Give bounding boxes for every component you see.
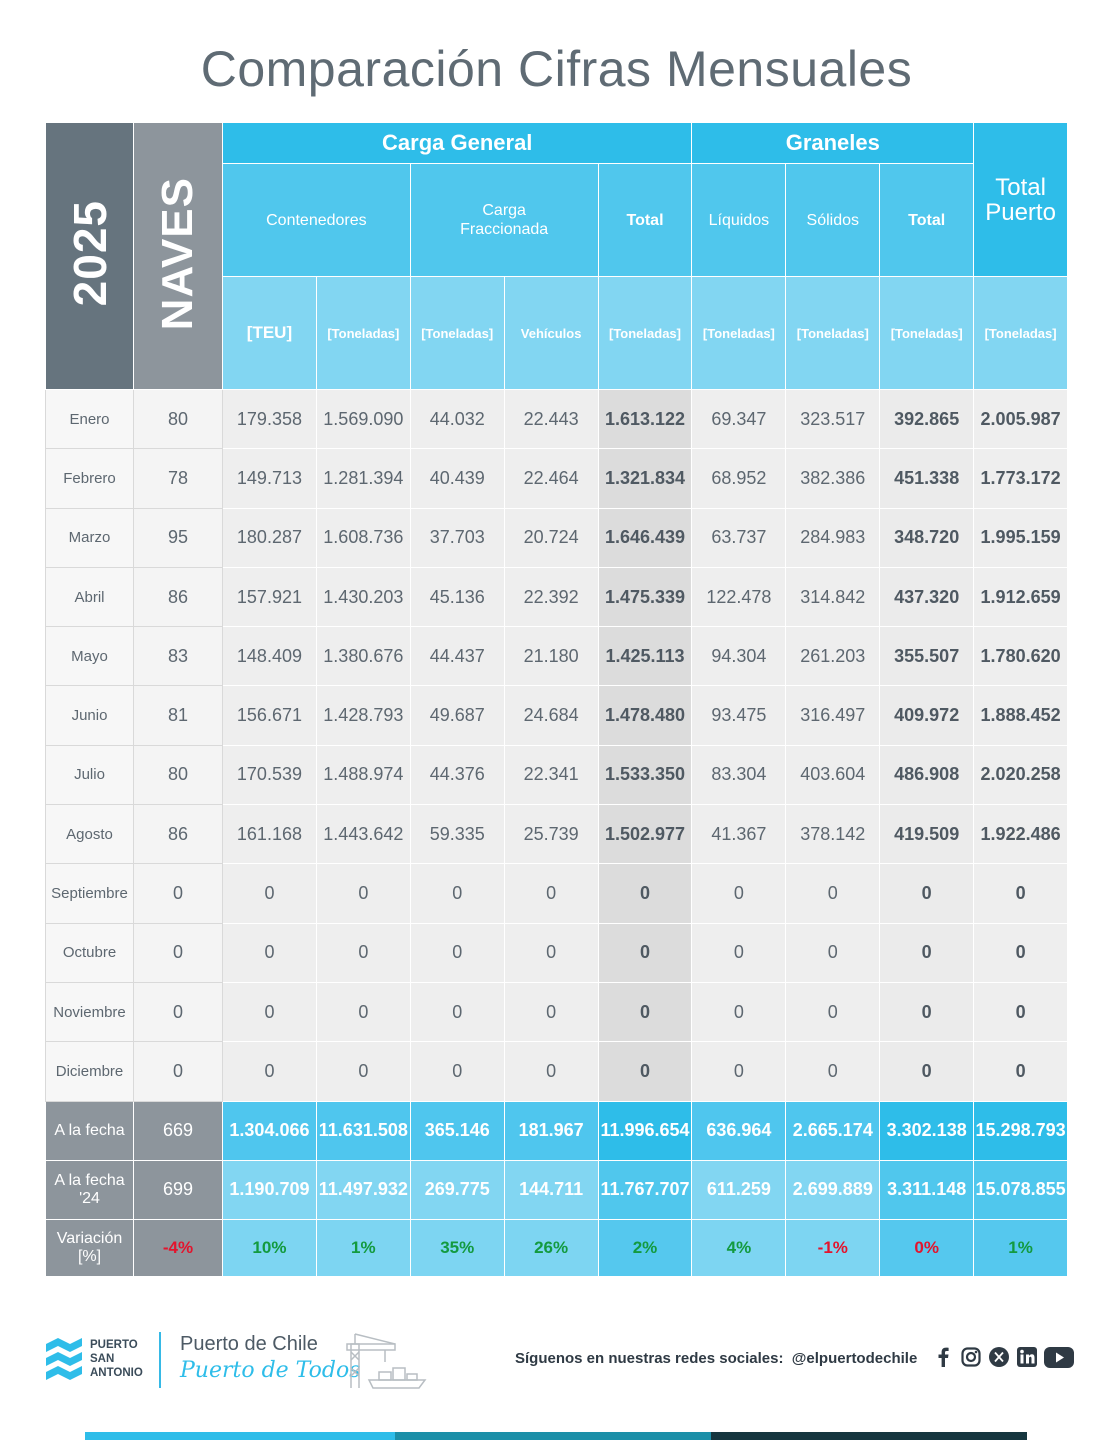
value-cell: 0: [692, 864, 786, 923]
liquidos-header: Líquidos: [692, 164, 786, 277]
summary-value-cell: 269.775: [410, 1160, 504, 1219]
total-puerto-header: Total Puerto: [974, 123, 1068, 277]
puerto-san-antonio-logo: [44, 1334, 84, 1382]
table-row: [46, 627, 1068, 686]
value-cell: 0: [786, 864, 880, 923]
value-cell: 0: [598, 864, 692, 923]
graneles-header: Graneles: [692, 123, 974, 164]
variacion-cell: 0%: [880, 1219, 974, 1276]
value-cell: 1.502.977: [598, 805, 692, 864]
value-cell: 1.646.439: [598, 508, 692, 567]
value-cell: 284.983: [786, 508, 880, 567]
month-label: Octubre: [46, 923, 134, 982]
value-cell: 0: [410, 923, 504, 982]
value-cell: 0: [504, 923, 598, 982]
puerto-de-todos-tagline: Puerto de Todos: [180, 1358, 361, 1383]
value-cell: 0: [692, 1042, 786, 1101]
psa-wordmark: PUERTO SAN ANTONIO: [90, 1339, 143, 1379]
variacion-cell: 35%: [410, 1219, 504, 1276]
value-cell: 179.358: [223, 390, 317, 449]
puerto-de-chile-title: Puerto de Chile: [180, 1333, 318, 1355]
value-cell: 1.488.974: [316, 745, 410, 804]
value-cell: 0: [880, 923, 974, 982]
value-cell: 316.497: [786, 686, 880, 745]
value-cell: 2.005.987: [974, 390, 1068, 449]
value-cell: 392.865: [880, 390, 974, 449]
value-cell: 0: [316, 982, 410, 1041]
naves-cell: 80: [134, 390, 223, 449]
value-cell: 22.341: [504, 745, 598, 804]
value-cell: 1.888.452: [974, 686, 1068, 745]
value-cell: 24.684: [504, 686, 598, 745]
unit-header: [Toneladas]: [316, 277, 410, 390]
naves-cell: 86: [134, 805, 223, 864]
value-cell: 0: [410, 1042, 504, 1101]
footer: [0, 1320, 1113, 1400]
page-title: Comparación Cifras Mensuales: [200, 41, 913, 97]
unit-header: [Toneladas]: [786, 277, 880, 390]
value-cell: 157.921: [223, 567, 317, 626]
monthly-table: [45, 122, 1068, 1277]
value-cell: 261.203: [786, 627, 880, 686]
x-icon[interactable]: [988, 1346, 1010, 1368]
value-cell: 0: [786, 1042, 880, 1101]
value-cell: 45.136: [410, 567, 504, 626]
value-cell: 37.703: [410, 508, 504, 567]
value-cell: 1.533.350: [598, 745, 692, 804]
value-cell: 1.380.676: [316, 627, 410, 686]
naves-cell: 0: [134, 864, 223, 923]
value-cell: 0: [880, 1042, 974, 1101]
value-cell: 0: [223, 1042, 317, 1101]
variacion-label: Variación [%]: [46, 1219, 134, 1276]
summary-value-cell: 1.304.066: [223, 1101, 317, 1160]
contenedores-header: Contenedores: [223, 164, 411, 277]
naves-cell: 86: [134, 567, 223, 626]
table-row: [46, 567, 1068, 626]
value-cell: 403.604: [786, 745, 880, 804]
value-cell: 149.713: [223, 449, 317, 508]
variacion-cell: 1%: [974, 1219, 1068, 1276]
month-label: Marzo: [46, 508, 134, 567]
naves-cell: 669: [134, 1101, 223, 1160]
summary-value-cell: 1.190.709: [223, 1160, 317, 1219]
value-cell: 2.020.258: [974, 745, 1068, 804]
value-cell: 486.908: [880, 745, 974, 804]
variacion-cell: 26%: [504, 1219, 598, 1276]
value-cell: 94.304: [692, 627, 786, 686]
value-cell: 0: [223, 982, 317, 1041]
month-label: Junio: [46, 686, 134, 745]
value-cell: 20.724: [504, 508, 598, 567]
value-cell: 69.347: [692, 390, 786, 449]
value-cell: 314.842: [786, 567, 880, 626]
summary-label: A la fecha: [46, 1101, 134, 1160]
value-cell: 68.952: [692, 449, 786, 508]
naves-cell: 83: [134, 627, 223, 686]
value-cell: 0: [223, 864, 317, 923]
table-row: [46, 1042, 1068, 1101]
value-cell: 1.478.480: [598, 686, 692, 745]
social-handle[interactable]: @elpuertodechile: [791, 1350, 918, 1367]
month-label: Mayo: [46, 627, 134, 686]
footer-bar-teal: [395, 1432, 711, 1440]
table-row: [46, 508, 1068, 567]
value-cell: 0: [410, 864, 504, 923]
variacion-cell: -1%: [786, 1219, 880, 1276]
naves-cell: 0: [134, 1042, 223, 1101]
value-cell: 22.443: [504, 390, 598, 449]
naves-cell: 80: [134, 745, 223, 804]
value-cell: 40.439: [410, 449, 504, 508]
month-label: Agosto: [46, 805, 134, 864]
value-cell: 1.475.339: [598, 567, 692, 626]
value-cell: 1.281.394: [316, 449, 410, 508]
value-cell: 83.304: [692, 745, 786, 804]
variacion-cell: 2%: [598, 1219, 692, 1276]
table-row: [46, 805, 1068, 864]
month-label: Enero: [46, 390, 134, 449]
summary-value-cell: 11.631.508: [316, 1101, 410, 1160]
social-icons: [932, 1346, 1074, 1368]
value-cell: 1.443.642: [316, 805, 410, 864]
month-label: Noviembre: [46, 982, 134, 1041]
carga-fraccionada-header: Carga Fraccionada: [410, 164, 598, 277]
value-cell: 0: [880, 982, 974, 1041]
variacion-row: [46, 1219, 1068, 1276]
variacion-naves-cell: -4%: [134, 1219, 223, 1276]
summary-label: A la fecha '24: [46, 1160, 134, 1219]
value-cell: 0: [410, 982, 504, 1041]
unit-header: [TEU]: [223, 277, 317, 390]
unit-header: [Toneladas]: [974, 277, 1068, 390]
value-cell: 0: [598, 923, 692, 982]
value-cell: 180.287: [223, 508, 317, 567]
value-cell: 161.168: [223, 805, 317, 864]
value-cell: 0: [974, 982, 1068, 1041]
value-cell: 323.517: [786, 390, 880, 449]
value-cell: 1.425.113: [598, 627, 692, 686]
variacion-cell: 4%: [692, 1219, 786, 1276]
summary-value-cell: 636.964: [692, 1101, 786, 1160]
value-cell: 59.335: [410, 805, 504, 864]
unit-header: [Toneladas]: [880, 277, 974, 390]
summary-value-cell: 3.311.148: [880, 1160, 974, 1219]
value-cell: 1.569.090: [316, 390, 410, 449]
value-cell: 156.671: [223, 686, 317, 745]
value-cell: 0: [598, 982, 692, 1041]
naves-cell: 95: [134, 508, 223, 567]
value-cell: 0: [880, 864, 974, 923]
value-cell: 0: [786, 923, 880, 982]
value-cell: 0: [974, 923, 1068, 982]
summary-value-cell: 15.078.855: [974, 1160, 1068, 1219]
value-cell: 0: [974, 864, 1068, 923]
year-header: 2025: [46, 123, 134, 390]
value-cell: 44.032: [410, 390, 504, 449]
value-cell: 22.392: [504, 567, 598, 626]
value-cell: 0: [504, 864, 598, 923]
social-cta: Síguenos en nuestras redes sociales: @elpuertodechile: [515, 1350, 918, 1367]
unit-header: Vehículos: [504, 277, 598, 390]
value-cell: 41.367: [692, 805, 786, 864]
value-cell: 0: [223, 923, 317, 982]
value-cell: 1.995.159: [974, 508, 1068, 567]
summary-value-cell: 365.146: [410, 1101, 504, 1160]
value-cell: 0: [692, 982, 786, 1041]
value-cell: 22.464: [504, 449, 598, 508]
summary-value-cell: 2.665.174: [786, 1101, 880, 1160]
summary-value-cell: 3.302.138: [880, 1101, 974, 1160]
summary-value-cell: 11.767.707: [598, 1160, 692, 1219]
summary-value-cell: 181.967: [504, 1101, 598, 1160]
value-cell: 1.922.486: [974, 805, 1068, 864]
table-row: [46, 449, 1068, 508]
footer-bar-blue: [85, 1432, 395, 1440]
summary-value-cell: 15.298.793: [974, 1101, 1068, 1160]
value-cell: 148.409: [223, 627, 317, 686]
value-cell: 419.509: [880, 805, 974, 864]
value-cell: 1.912.659: [974, 567, 1068, 626]
value-cell: 355.507: [880, 627, 974, 686]
value-cell: 0: [598, 1042, 692, 1101]
value-cell: 1.321.834: [598, 449, 692, 508]
value-cell: 44.437: [410, 627, 504, 686]
value-cell: 0: [316, 864, 410, 923]
value-cell: 382.386: [786, 449, 880, 508]
value-cell: 451.338: [880, 449, 974, 508]
unit-header: [Toneladas]: [410, 277, 504, 390]
value-cell: 1.608.736: [316, 508, 410, 567]
value-cell: 44.376: [410, 745, 504, 804]
total-graneles-header: Total: [880, 164, 974, 277]
unit-header: [Toneladas]: [692, 277, 786, 390]
value-cell: 0: [974, 1042, 1068, 1101]
value-cell: 21.180: [504, 627, 598, 686]
value-cell: 1.430.203: [316, 567, 410, 626]
value-cell: 1.773.172: [974, 449, 1068, 508]
variacion-cell: 1%: [316, 1219, 410, 1276]
value-cell: 348.720: [880, 508, 974, 567]
value-cell: 93.475: [692, 686, 786, 745]
table-row: [46, 923, 1068, 982]
table-row: [46, 390, 1068, 449]
summary-value-cell: 11.497.932: [316, 1160, 410, 1219]
table-row: [46, 864, 1068, 923]
a-la-fecha-24-row: [46, 1160, 1068, 1219]
table-row: [46, 745, 1068, 804]
value-cell: 0: [692, 923, 786, 982]
port-crane-icon: [345, 1330, 429, 1390]
value-cell: 378.142: [786, 805, 880, 864]
table-row: [46, 982, 1068, 1041]
instagram-icon[interactable]: [960, 1346, 982, 1368]
linkedin-icon[interactable]: [1016, 1346, 1038, 1368]
variacion-cell: 10%: [223, 1219, 317, 1276]
value-cell: 0: [316, 1042, 410, 1101]
carga-general-header: Carga General: [223, 123, 692, 164]
summary-value-cell: 11.996.654: [598, 1101, 692, 1160]
naves-header: NAVES: [134, 123, 223, 390]
month-label: Febrero: [46, 449, 134, 508]
value-cell: 0: [316, 923, 410, 982]
month-label: Diciembre: [46, 1042, 134, 1101]
naves-cell: 78: [134, 449, 223, 508]
value-cell: 1.428.793: [316, 686, 410, 745]
month-label: Julio: [46, 745, 134, 804]
summary-value-cell: 144.711: [504, 1160, 598, 1219]
naves-cell: 81: [134, 686, 223, 745]
summary-value-cell: 2.699.889: [786, 1160, 880, 1219]
value-cell: 437.320: [880, 567, 974, 626]
month-label: Abril: [46, 567, 134, 626]
value-cell: 63.737: [692, 508, 786, 567]
month-label: Septiembre: [46, 864, 134, 923]
naves-cell: 699: [134, 1160, 223, 1219]
value-cell: 1.613.122: [598, 390, 692, 449]
value-cell: 1.780.620: [974, 627, 1068, 686]
youtube-icon[interactable]: [1044, 1346, 1074, 1368]
value-cell: 0: [504, 1042, 598, 1101]
value-cell: 170.539: [223, 745, 317, 804]
naves-cell: 0: [134, 982, 223, 1041]
summary-value-cell: 611.259: [692, 1160, 786, 1219]
total-carga-general-header: Total: [598, 164, 692, 277]
value-cell: 25.739: [504, 805, 598, 864]
value-cell: 122.478: [692, 567, 786, 626]
value-cell: 409.972: [880, 686, 974, 745]
solidos-header: Sólidos: [786, 164, 880, 277]
naves-cell: 0: [134, 923, 223, 982]
value-cell: 49.687: [410, 686, 504, 745]
value-cell: 0: [786, 982, 880, 1041]
unit-header: [Toneladas]: [598, 277, 692, 390]
a-la-fecha-row: [46, 1101, 1068, 1160]
table-row: [46, 686, 1068, 745]
facebook-icon[interactable]: [932, 1346, 954, 1368]
footer-divider: [159, 1332, 161, 1388]
value-cell: 0: [504, 982, 598, 1041]
footer-bar-dark: [711, 1432, 1027, 1440]
